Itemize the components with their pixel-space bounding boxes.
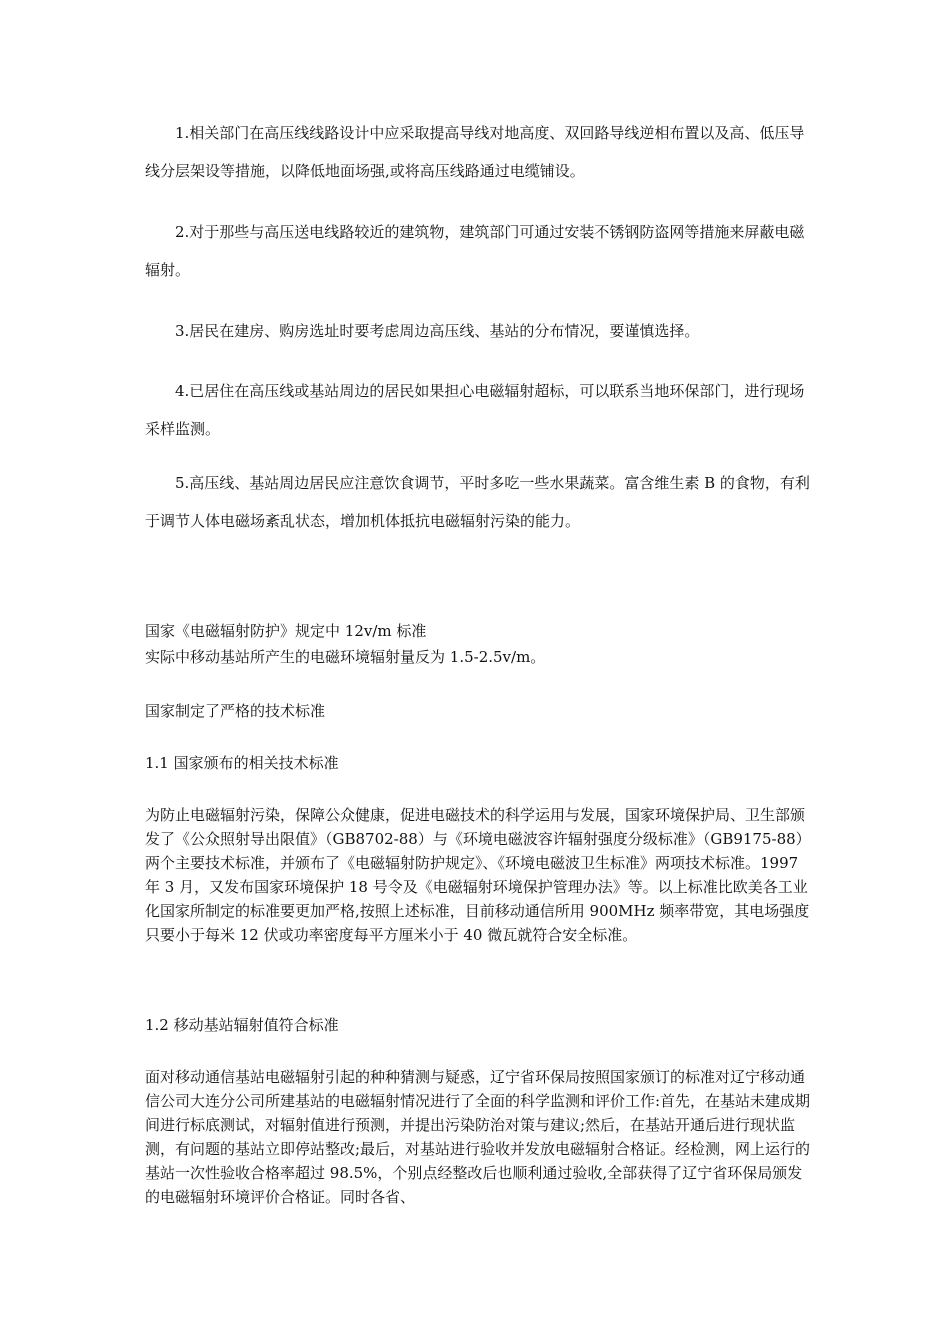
standard-line-2: 实际中移动基站所产生的电磁环境辐射量反为 1.5-2.5v/m。 [145, 648, 546, 666]
subsection-heading-1-1: 1.1 国家颁布的相关技术标准 [145, 754, 339, 772]
measure-paragraph-1: 1.相关部门在高压线线路设计中应采取提高导线对地高度、双回路导线逆相布置以及高、低压导线分层架设等措施，以降低地面场强,或将高压线路通过电缆铺设。 [145, 124, 805, 180]
measure-paragraph-2: 2.对于那些与高压送电线路较近的建筑物，建筑部门可通过安装不锈钢防盗网等措施来屏蔽电磁辐射。 [145, 223, 805, 279]
measure-paragraph-4: 4.已居住在高压线或基站周边的居民如果担心电磁辐射超标，可以联系当地环保部门，进行现场采样监测。 [145, 382, 805, 438]
measure-paragraph-3: 3.居民在建房、购房选址时要考虑周边高压线、基站的分布情况，要谨慎选择。 [175, 322, 700, 340]
paragraph-1-2: 面对移动通信基站电磁辐射引起的种种猜测与疑惑，辽宁省环保局按照国家颁订的标准对辽宁移动通信公司大连分公司所建基站的电磁辐射情况进行了全面的科学监测和评价工作:首先，在基站未建成期间进行标底测试，对辐射值进行预测，并提出污染防治对策与建议;然后，在基站开通后进行现状监测，有问题的基站立即停站整改;最后，对基站进行验收并发放电磁辐射合格证。经检测，网上运行的基站一次性验收合格率超过 98.5%，个别点经整改后也顺利通过验收,全部获得了辽宁省环保局颁发的电磁辐射环境评价合格证。同时各省、 [145, 1068, 811, 1206]
standard-line-1: 国家《电磁辐射防护》规定中 12v/m 标准 [145, 622, 427, 640]
section-heading: 国家制定了严格的技术标准 [145, 702, 326, 720]
paragraph-1-1: 为防止电磁辐射污染，保障公众健康，促进电磁技术的科学运用与发展，国家环境保护局、卫生部颁发了《公众照射导出限值》（GB8702-88）与《环境电磁波容许辐射强度分级标准》（GB9175-88）两个主要技术标准，并颁布了《电磁辐射防护规定》、《环境电磁波卫生标准》两项技术标准。1997 年 3 月，又发布国家环境保护 18 号令及《电磁辐射环境保护管理办法》等。以上标准比欧美各工业化国家所制定的标准要更加严格,按照上述标准，目前移动通信所用 900MHz 频率带宽，其电场强度只要小于每米 12 伏或功率密度每平方厘米小于 40 微瓦就符合安全标准。 [145, 806, 811, 944]
subsection-heading-1-2: 1.2 移动基站辐射值符合标准 [145, 1016, 339, 1034]
measure-paragraph-5: 5.高压线、基站周边居民应注意饮食调节，平时多吃一些水果蔬菜。富含维生素 B 的食物，有利于调节人体电磁场紊乱状态，增加机体抵抗电磁辐射污染的能力。 [145, 474, 810, 530]
